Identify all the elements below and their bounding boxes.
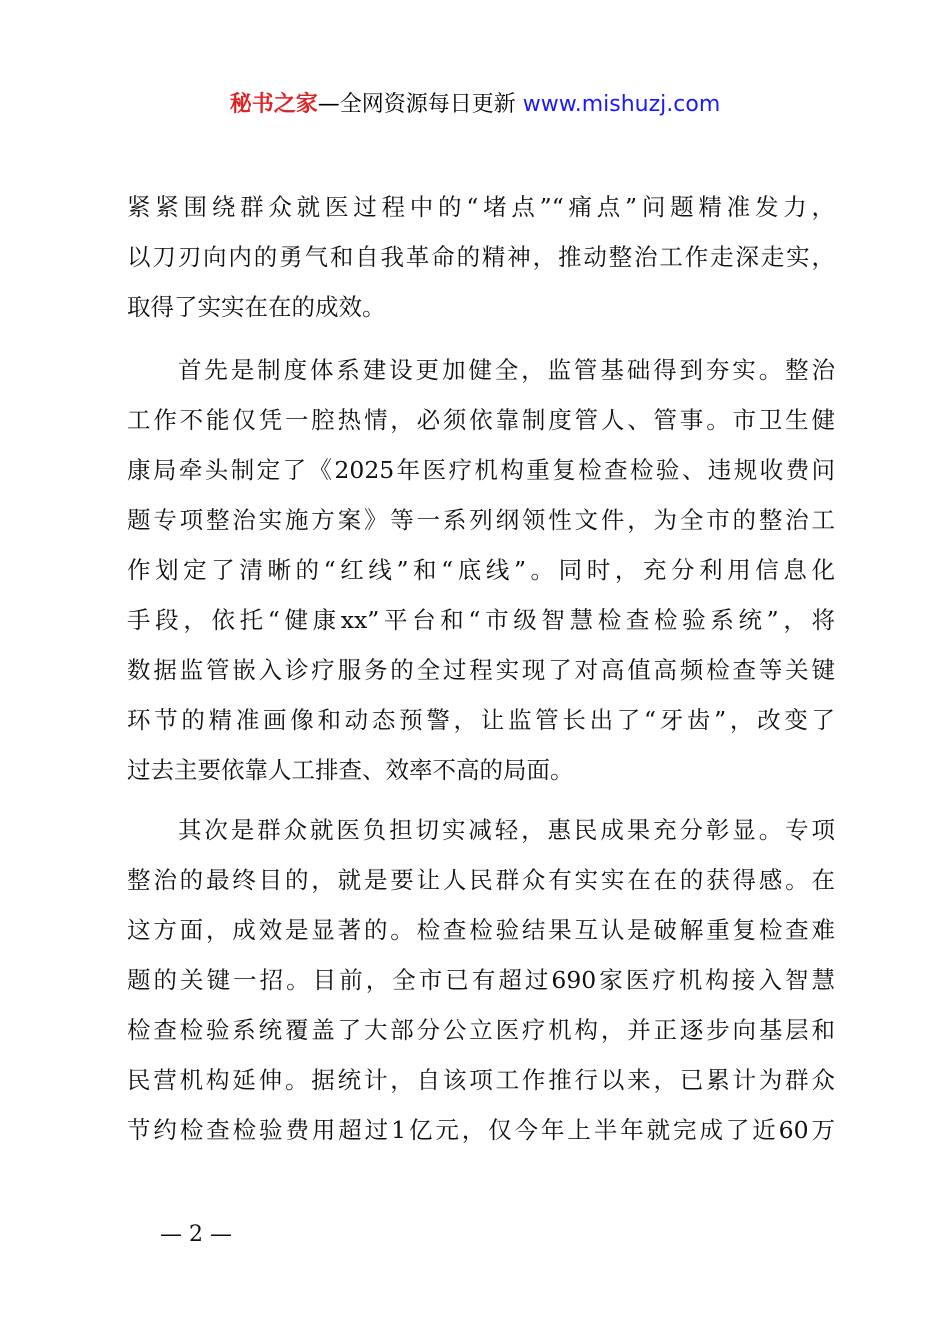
text-line: 整治的最终目的，就是要让人民群众有实实在在的获得感。在 xyxy=(127,866,835,894)
paragraph-intro xyxy=(127,182,835,332)
document-body xyxy=(127,182,835,1155)
page-header xyxy=(0,88,950,122)
text-line: 数据监管嵌入诊疗服务的全过程实现了对高值高频检查等关键 xyxy=(127,656,835,684)
text-line: 手段，依托“健康xx”平台和“市级智慧检查检验系统”，将 xyxy=(127,606,835,634)
website-link[interactable]: www.mishuzj.com xyxy=(522,92,721,117)
page-number: — 2 — xyxy=(160,1222,232,1247)
text-line: 康局牵头制定了《2025年医疗机构重复检查检验、违规收费问 xyxy=(127,456,835,484)
paragraph-institutional-system xyxy=(127,345,835,795)
paragraph-spacer xyxy=(127,795,835,805)
text-line: 节约检查检验费用超过1亿元，仅今年上半年就完成了近60万 xyxy=(127,1116,835,1144)
text-line: 其次是群众就医负担切实减轻，惠民成果充分彰显。专项 xyxy=(178,816,835,844)
text-line: 作划定了清晰的“红线”和“底线”。同时，充分利用信息化 xyxy=(127,556,835,584)
header-tagline: —全网资源每日更新 xyxy=(317,92,516,117)
paragraph-burden-reduction xyxy=(127,805,835,1155)
text-line: 检查检验系统覆盖了大部分公立医疗机构，并正逐步向基层和 xyxy=(127,1016,835,1044)
text-line: 取得了实实在在的成效。 xyxy=(127,293,386,321)
text-line: 工作不能仅凭一腔热情，必须依靠制度管人、管事。市卫生健 xyxy=(127,406,835,434)
brand-name: 秘书之家 xyxy=(229,92,318,117)
text-line: 环节的精准画像和动态预警，让监管长出了“牙齿”，改变了 xyxy=(127,706,835,734)
text-line: 首先是制度体系建设更加健全，监管基础得到夯实。整治 xyxy=(178,356,835,384)
paragraph-spacer xyxy=(127,332,835,345)
text-line: 题的关键一招。目前，全市已有超过690家医疗机构接入智慧 xyxy=(127,966,835,994)
text-line: 这方面，成效是显著的。检查检验结果互认是破解重复检查难 xyxy=(127,916,835,944)
text-line: 过去主要依靠人工排查、效率不高的局面。 xyxy=(127,756,574,784)
text-line: 紧紧围绕群众就医过程中的“堵点”“痛点”问题精准发力， xyxy=(127,193,835,221)
text-line: 以刀刃向内的勇气和自我革命的精神，推动整治工作走深走实， xyxy=(127,243,835,271)
text-line: 题专项整治实施方案》等一系列纲领性文件，为全市的整治工 xyxy=(127,506,835,534)
text-line: 民营机构延伸。据统计，自该项工作推行以来，已累计为群众 xyxy=(127,1066,835,1094)
